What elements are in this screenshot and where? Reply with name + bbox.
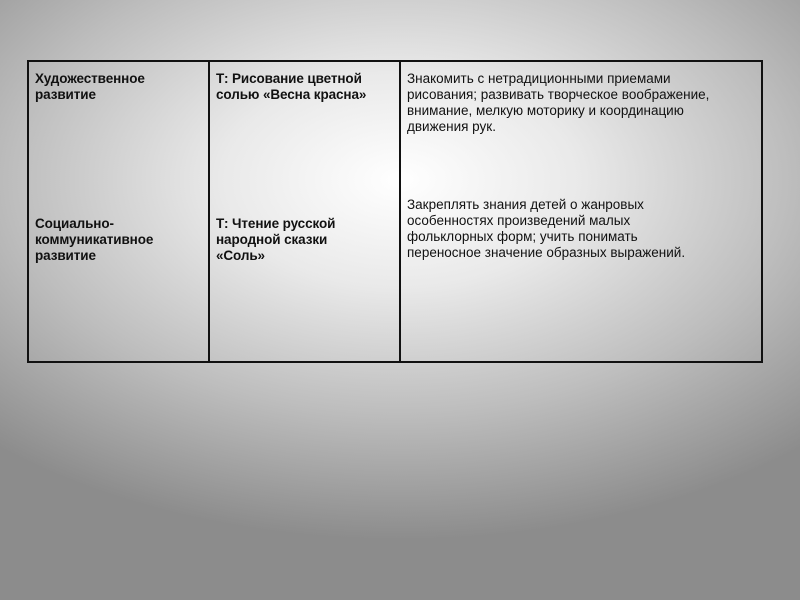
topic-drawing: Т: Рисование цветной солью «Весна красна»: [216, 71, 367, 102]
topic-reading: Т: Чтение русской народной сказки «Соль»: [216, 216, 336, 263]
development-area-cell: [28, 61, 209, 362]
area-social-communicative: Социально- коммуникативное развитие: [35, 216, 154, 263]
lesson-plan-table: [27, 60, 763, 363]
goals-reading: Закреплять знания детей о жанровых особенностях произведений малых фольклорных форм; учить понимать переносное значение образных выражений.: [407, 197, 686, 260]
area-artistic: Художественное развитие: [35, 71, 145, 102]
table-row: [28, 61, 762, 362]
goals-drawing: Знакомить с нетрадиционными приемами рисования; развивать творческое воображение, внимание, мелкую моторику и координацию движения рук.: [407, 71, 710, 134]
goals-cell: [400, 61, 762, 362]
topic-cell: [209, 61, 400, 362]
